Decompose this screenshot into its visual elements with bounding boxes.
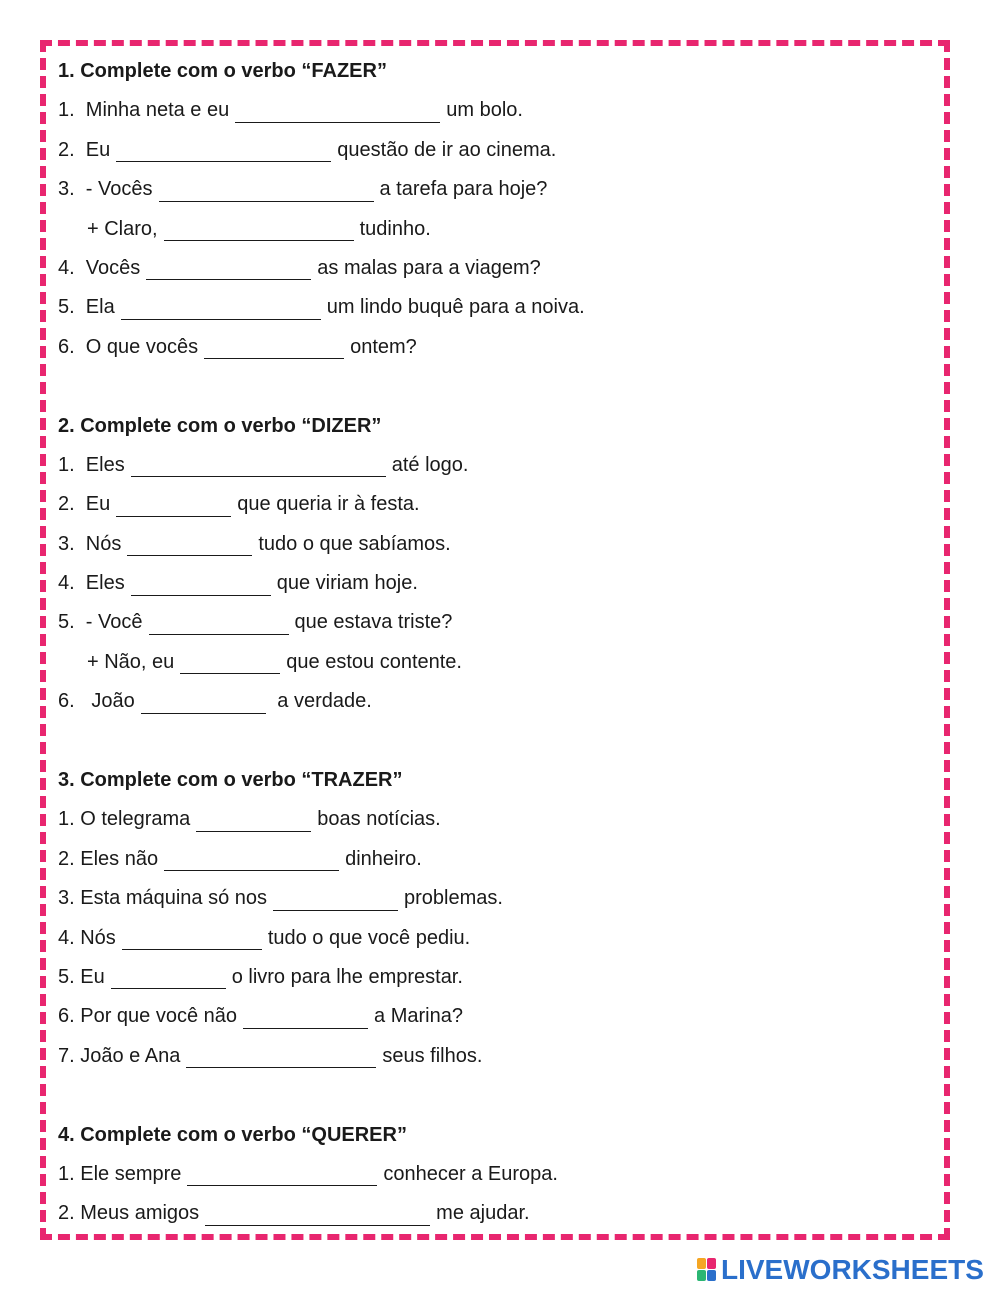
item-prompt: 1. Minha neta e eu [58,99,230,122]
exercise-item [58,1194,938,1233]
item-continuation: o livro para lhe emprestar. [231,965,463,988]
section-heading: 3. Complete com o verbo “TRAZER” [58,769,403,792]
exercise-item [58,91,938,130]
answer-blank-input[interactable] [243,1006,368,1029]
exercise-item [58,525,938,564]
item-continuation: que estava triste? [294,611,453,634]
answer-blank-input[interactable] [111,966,226,989]
answer-blank-input[interactable] [235,100,440,123]
exercise-item [58,170,938,209]
item-continuation: a verdade. [271,690,372,713]
item-continuation: a Marina? [374,1005,463,1028]
item-prompt: 2. Eu [58,493,111,516]
item-continuation: que estou contente. [286,650,462,673]
item-prompt: 1. Ele sempre [58,1162,182,1185]
item-prompt: 7. João e Ana [58,1044,181,1067]
item-prompt: 2. Eles não [58,847,159,870]
answer-blank-input[interactable] [116,139,331,162]
exercise-item [58,564,938,603]
item-continuation: tudinho. [359,217,431,240]
section-spacer [58,722,938,761]
item-continuation: um bolo. [446,99,523,122]
item-prompt: 4. Vocês [58,256,141,279]
item-continuation: as malas para a viagem? [317,256,541,279]
answer-blank-input[interactable] [204,336,344,359]
exercise-item [58,485,938,524]
exercise-item [58,131,938,170]
item-prompt: + Claro, [87,217,158,240]
item-prompt: 5. - Você [58,611,143,634]
answer-blank-input[interactable] [121,297,321,320]
item-continuation: um lindo buquê para a noiva. [326,296,585,319]
answer-blank-input[interactable] [146,257,311,280]
exercise-item [58,879,938,918]
exercise-item [58,840,938,879]
section-heading: 1. Complete com o verbo “FAZER” [58,60,387,82]
answer-blank-input[interactable] [149,612,289,635]
exercise-item [58,1155,938,1194]
item-prompt: 3. Esta máquina só nos [58,887,268,910]
answer-blank-input[interactable] [205,1203,430,1226]
answer-blank-input[interactable] [116,494,231,517]
exercise-item [58,328,938,367]
exercise-item [58,446,938,485]
item-prompt: 5. Ela [58,296,115,319]
answer-blank-input[interactable] [164,848,339,871]
answer-blank-input[interactable] [186,1045,376,1068]
answer-blank-input[interactable] [273,888,398,911]
exercise-item [58,249,938,288]
exercise-item [58,800,938,839]
liveworksheets-logo [697,1255,984,1285]
exercise-item [58,643,938,682]
item-continuation: seus filhos. [382,1044,483,1067]
item-continuation: que viriam hoje. [276,572,418,595]
answer-blank-input[interactable] [164,218,354,241]
exercise-item [58,288,938,327]
item-prompt: 2. Meus amigos [58,1202,200,1225]
exercise-item [58,603,938,642]
answer-blank-input[interactable] [131,454,386,477]
item-continuation: me ajudar. [436,1202,530,1225]
worksheet-content [58,52,938,1234]
item-prompt: 6. O que vocês [58,335,199,358]
item-continuation: que queria ir à festa. [237,493,420,516]
item-continuation: tudo o que sabíamos. [258,532,451,555]
item-prompt: 3. Nós [58,532,122,555]
item-prompt: 5. Eu [58,965,105,988]
item-continuation: até logo. [391,453,469,476]
item-prompt: 4. Nós [58,926,116,949]
answer-blank-input[interactable] [180,651,280,674]
exercise-item [58,997,938,1036]
item-prompt: 4. Eles [58,572,125,595]
answer-blank-input[interactable] [159,179,374,202]
exercise-item [58,682,938,721]
item-continuation: problemas. [404,887,503,910]
item-continuation: a tarefa para hoje? [379,178,548,201]
exercise-item [58,1037,938,1076]
item-continuation: questão de ir ao cinema. [337,138,557,161]
answer-blank-input[interactable] [127,533,252,556]
answer-blank-input[interactable] [131,573,271,596]
item-prompt: 6. João [58,690,135,713]
item-continuation: ontem? [350,335,417,358]
item-prompt: + Não, eu [87,650,175,673]
exercise-item [58,919,938,958]
item-prompt: 6. Por que você não [58,1005,238,1028]
exercise-item [58,210,938,249]
logo-text: LIVEWORKSHEETS [721,1254,984,1285]
item-continuation: boas notícias. [317,808,441,831]
answer-blank-input[interactable] [196,809,311,832]
item-prompt: 1. Eles [58,453,125,476]
section-heading: 4. Complete com o verbo “QUERER” [58,1123,407,1146]
answer-blank-input[interactable] [187,1163,377,1186]
item-prompt: 2. Eu [58,138,111,161]
item-continuation: tudo o que você pediu. [267,926,471,949]
answer-blank-input[interactable] [122,927,262,950]
item-prompt: 3. - Vocês [58,178,153,201]
section-heading: 2. Complete com o verbo “DIZER” [58,414,382,437]
item-prompt: 1. O telegrama [58,808,191,831]
section-spacer [58,1076,938,1115]
exercise-item [58,958,938,997]
logo-blocks-icon [697,1258,717,1282]
item-continuation: conhecer a Europa. [383,1162,558,1185]
item-continuation: dinheiro. [345,847,422,870]
section-spacer [58,367,938,406]
answer-blank-input[interactable] [141,691,266,714]
